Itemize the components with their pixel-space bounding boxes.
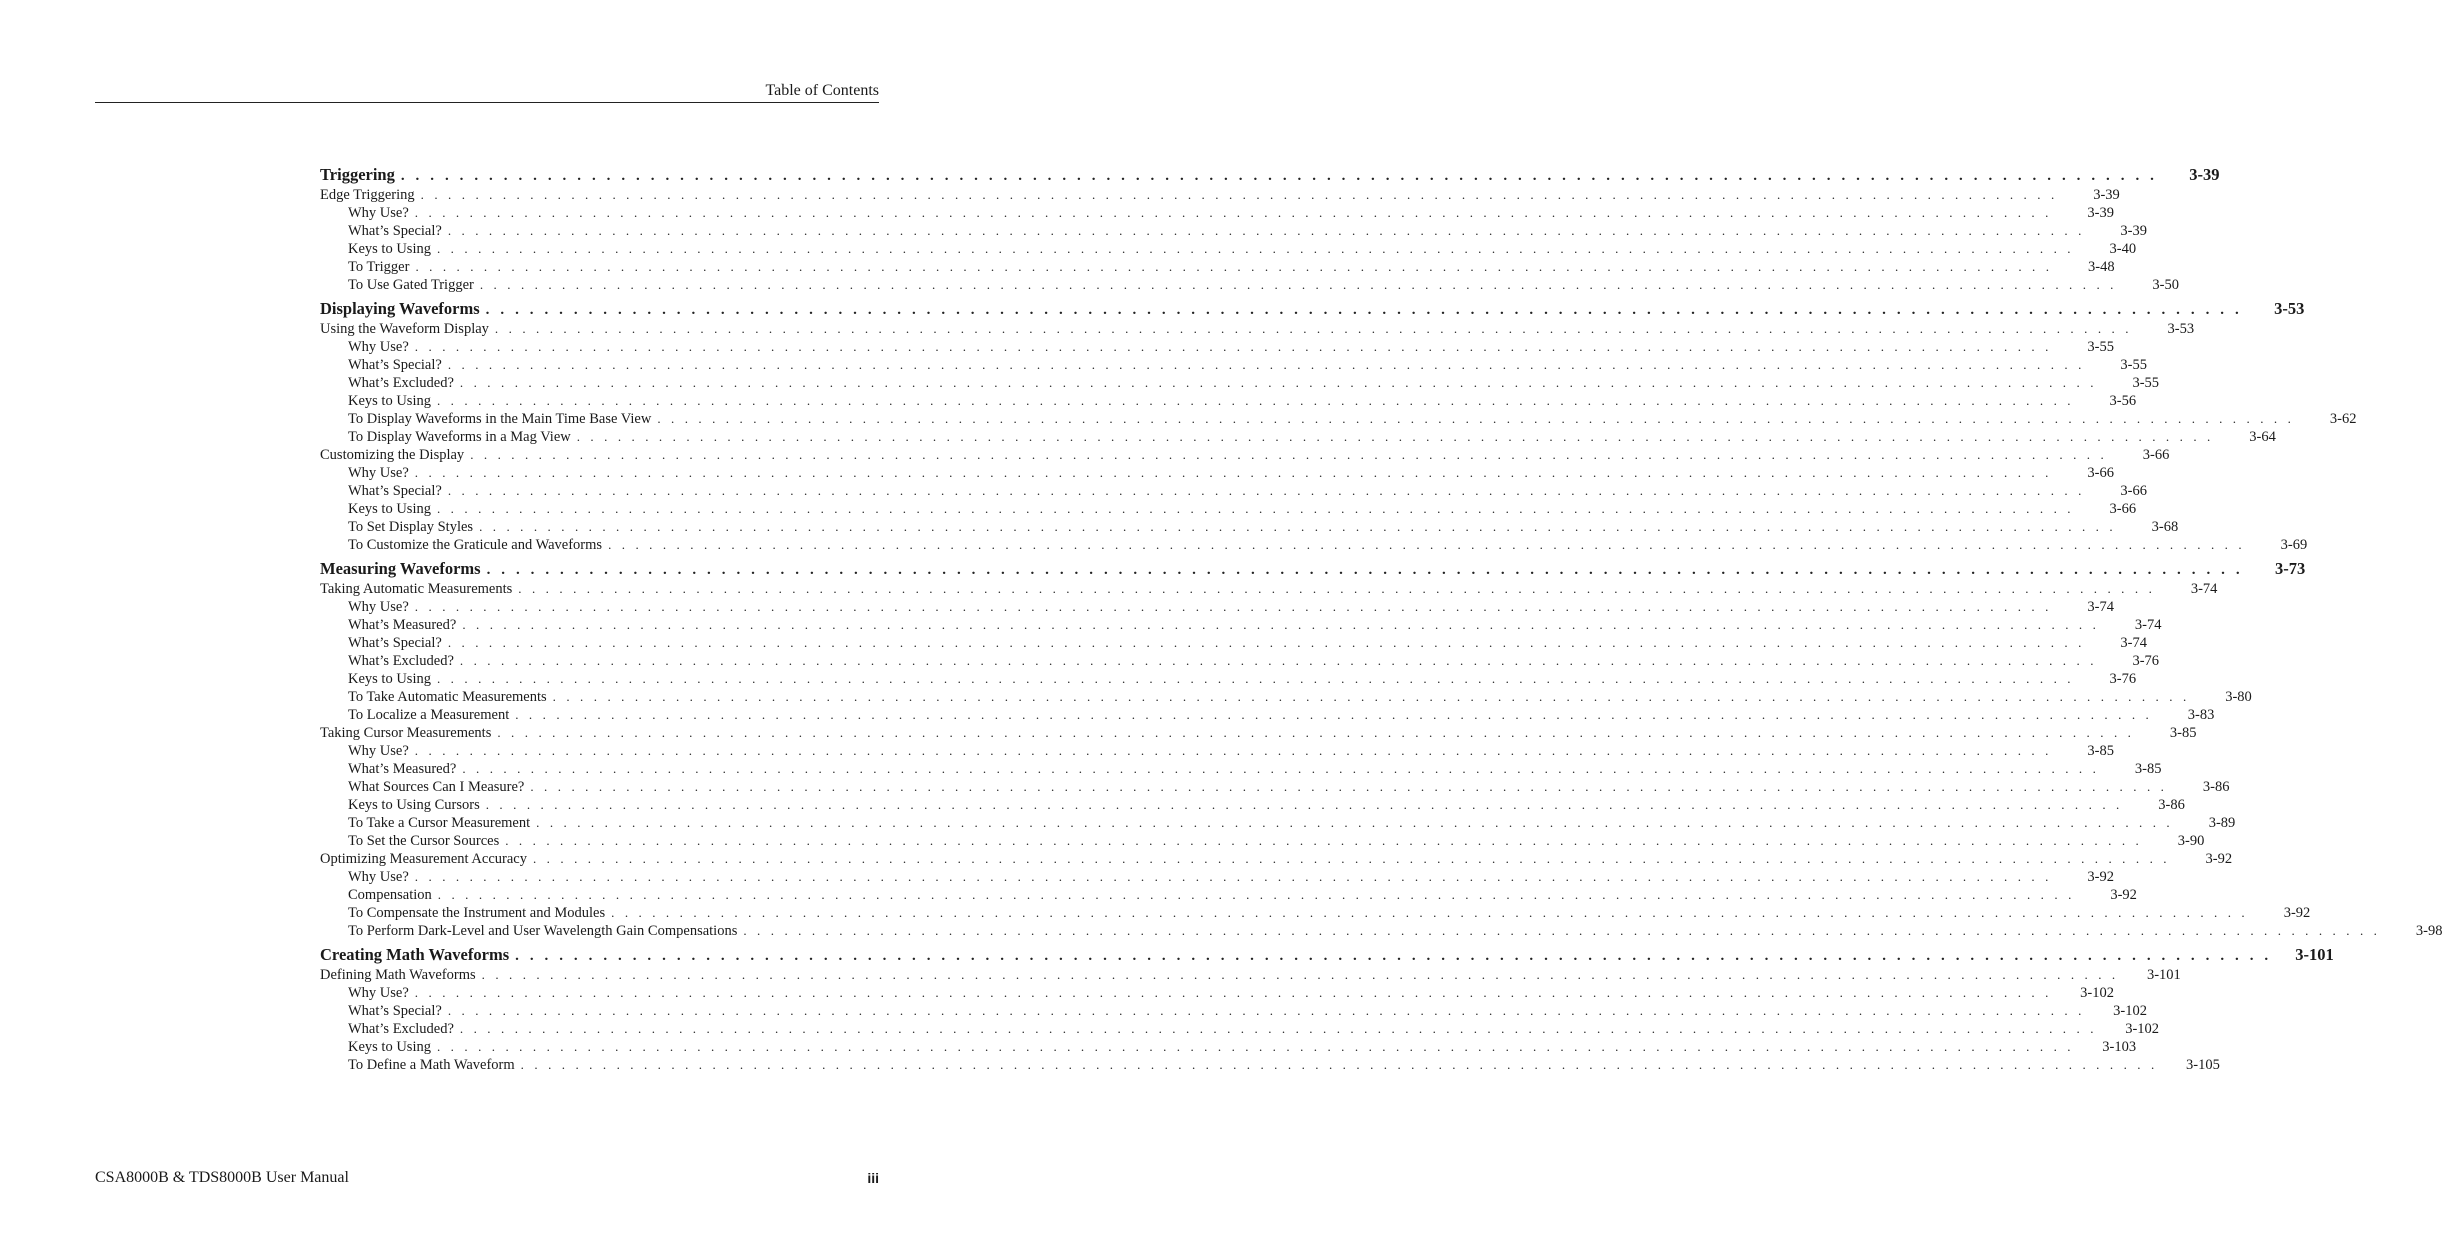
dot-leader: . . . . . . . . . . . . . . . . . . . . . . . . . . . . . . . . . . . . . . . . . . . . . . . . . . . . . . . . . . . . . . . . . . . . . . . . . . . . . . . . . . . . . . . . . . . . . . . . . . . . . . . . . . . . . . . . . . . . . . . . [479,277,2118,292]
toc-page-number: 3-83 [2187,707,2215,723]
toc-page-number: 3-80 [2225,689,2252,705]
toc-page-number: 3-92 [2205,851,2233,867]
toc-page-number: 3-76 [2132,653,2160,669]
toc-page-number: 3-55 [2120,357,2147,373]
toc-section-heading[interactable] [320,944,2334,966]
dot-leader: . . . . . . . . . . . . . . . . . . . . . . . . . . . . . . . . . . . . . . . . . . . . . . . . . . . . . . . . . . . . . . . . . . . . . . . . . . . . . . . . . . . . . . . . . . . . . . . . . . . . . . . . . . . . . . . . . . . . . . . . [414,599,2052,614]
toc-entry-label: Using the Waveform Display [320,321,489,337]
toc-entry-label: To Set Display Styles [348,519,474,535]
toc-entry[interactable] [320,796,2185,814]
dot-leader: . . . . . . . . . . . . . . . . . . . . . . . . . . . . . . . . . . . . . . . . . . . . . . . . . . . . . . . . . . . . . . . . . . . . . . . . . . . . . . . . . . . . . . . . . . . . . . . . . . . . . . . . . . . . . . . . . . . . . . . . [462,617,2100,632]
toc-entry[interactable] [320,446,2170,464]
toc-entry-label: What’s Special? [348,357,442,373]
toc-entry[interactable] [320,222,2147,240]
toc-entry-label: Taking Cursor Measurements [320,725,492,741]
toc-entry[interactable] [320,598,2114,616]
dot-leader: . . . . . . . . . . . . . . . . . . . . . . . . . . . . . . . . . . . . . . . . . . . . . . . . . . . . . . . . . . . . . . . . . . . . . . . . . . . . . . . . . . . . . . . . . . . . . . . . . . . . . . . . . . . . . . . . . . . . . . . . [532,851,2171,866]
dot-leader: . . . . . . . . . . . . . . . . . . . . . . . . . . . . . . . . . . . . . . . . . . . . . . . . . . . . . . . . . . . . . . . . . . . . . . . . . . . . . . . . . . . . . . . . . . . . . . . . . . . . . . . . . . . . . . . . . . . . . . . . [447,357,2085,372]
toc-page-number: 3-89 [2208,815,2236,831]
dot-leader: . . . . . . . . . . . . . . . . . . . . . . . . . . . . . . . . . . . . . . . . . . . . . . . . . . . . . . . . . . . . . . . . . . . . . . . . . . . . . . . . . . . . . . . . . . . . . . . . . . . . . . . . . . . . . . . . . . . . . . . . [486,562,2244,578]
dot-leader: . . . . . . . . . . . . . . . . . . . . . . . . . . . . . . . . . . . . . . . . . . . . . . . . . . . . . . . . . . . . . . . . . . . . . . . . . . . . . . . . . . . . . . . . . . . . . . . . . . . . . . . . . . . . . . . . . . . . . . . . [485,797,2123,812]
toc-page-number: 3-73 [2274,559,2306,578]
toc-entry[interactable] [320,374,2160,392]
toc-entry-label: To Define a Math Waveform [348,1057,515,1073]
toc-page-number: 3-50 [2152,277,2180,293]
toc-page-number: 3-68 [2151,519,2179,535]
toc-entry[interactable] [320,428,2276,446]
toc-entry[interactable] [320,1038,2137,1056]
toc-page-number: 3-85 [2134,761,2162,777]
dot-leader: . . . . . . . . . . . . . . . . . . . . . . . . . . . . . . . . . . . . . . . . . . . . . . . . . . . . . . . . . . . . . . . . . . . . . . . . . . . . . . . . . . . . . . . . . . . . . . . . . . . . . . . . . . . . . . . . . . . . . . . . [414,985,2052,1000]
toc-entry[interactable] [320,1002,2147,1020]
toc-page-number: 3-39 [2189,165,2220,184]
toc-entry[interactable] [320,688,2252,706]
toc-entry-label: Why Use? [348,869,409,885]
toc-page-number: 3-86 [2158,797,2185,813]
toc-entry-label: Displaying Waveforms [320,299,480,318]
toc-entry-label: Why Use? [348,985,409,1001]
toc-page-number: 3-85 [2087,743,2114,759]
dot-leader: . . . . . . . . . . . . . . . . . . . . . . . . . . . . . . . . . . . . . . . . . . . . . . . . . . . . . . . . . . . . . . . . . . . . . . . . . . . . . . . . . . . . . . . . . . . . . . . . . . . . . . . . . . . . . . . . . . . . . . . . [481,967,2119,982]
dot-leader: . . . . . . . . . . . . . . . . . . . . . . . . . . . . . . . . . . . . . . . . . . . . . . . . . . . . . . . . . . . . . . . . . . . . . . . . . . . . . . . . . . . . . . . . . . . . . . . . . . . . . . . . . . . . . . . . . . . . . . . . [520,1057,2158,1072]
toc-page-number: 3-101 [2295,945,2334,964]
dot-leader: . . . . . . . . . . . . . . . . . . . . . . . . . . . . . . . . . . . . . . . . . . . . . . . . . . . . . . . . . . . . . . . . . . . . . . . . . . . . . . . . . . . . . . . . . . . . . . . . . . . . . . . . . . . . . . . . . . . . . . . . [497,725,2135,740]
toc-entry[interactable] [320,886,2137,904]
toc-page-number: 3-86 [2202,779,2230,795]
toc-entry-label: What’s Measured? [348,761,457,777]
toc-page-number: 3-66 [2109,501,2137,517]
toc-entry-label: To Set the Cursor Sources [348,833,500,849]
toc-entry-label: Why Use? [348,465,409,481]
dot-leader: . . . . . . . . . . . . . . . . . . . . . . . . . . . . . . . . . . . . . . . . . . . . . . . . . . . . . . . . . . . . . . . . . . . . . . . . . . . . . . . . . . . . . . . . . . . . . . . . . . . . . . . . . . . . . . . . . . . . . . . . [505,833,2143,848]
toc-page-number: 3-102 [2080,985,2114,1001]
toc-entry[interactable] [320,1020,2160,1038]
toc-page-number: 3-64 [2249,429,2276,445]
toc-entry-label: Why Use? [348,599,409,615]
toc-entry[interactable] [320,320,2195,338]
toc-entry-label: What Sources Can I Measure? [348,779,525,795]
dot-leader: . . . . . . . . . . . . . . . . . . . . . . . . . . . . . . . . . . . . . . . . . . . . . . . . . . . . . . . . . . . . . . . . . . . . . . . . . . . . . . . . . . . . . . . . . . . . . . . . . . . . . . . . . . . . . . . . . . . . . . . . [485,302,2243,318]
toc-entry[interactable] [320,276,2180,294]
toc-entry[interactable] [320,634,2147,652]
dot-leader: . . . . . . . . . . . . . . . . . . . . . . . . . . . . . . . . . . . . . . . . . . . . . . . . . . . . . . . . . . . . . . . . . . . . . . . . . . . . . . . . . . . . . . . . . . . . . . . . . . . . . . . . . . . . . . . . . . . . . . . . [414,339,2052,354]
toc-entry-label: Keys to Using [348,671,431,687]
toc-entry[interactable] [320,240,2137,258]
header-rule [95,102,879,103]
toc-page-number: 3-56 [2109,393,2137,409]
running-header-title: Table of Contents [765,82,879,99]
toc-section [320,298,2357,554]
toc-entry-label: Why Use? [348,205,409,221]
toc-entry[interactable] [320,500,2137,518]
toc-entry-label: To Display Waveforms in a Mag View [348,429,571,445]
toc-page-number: 3-53 [2274,299,2305,318]
toc-page-number: 3-92 [2283,905,2311,921]
toc-section-heading[interactable] [320,558,2306,580]
toc-entry[interactable] [320,1056,2220,1074]
toc-entry[interactable] [320,186,2120,204]
toc-entry-label: To Take a Cursor Measurement [348,815,531,831]
toc-page-number: 3-69 [2280,537,2308,553]
toc-entry-label: What’s Excluded? [348,653,454,669]
toc-entry-label: To Customize the Graticule and Waveforms [348,537,603,553]
toc-page-number: 3-74 [2134,617,2162,633]
toc-page-number: 3-74 [2120,635,2147,651]
toc-entry-label: Keys to Using [348,393,431,409]
toc-entry[interactable] [320,652,2160,670]
toc-page-number: 3-48 [2088,259,2115,275]
toc-entry-label: Customizing the Display [320,447,465,463]
toc-page-number: 3-98 [2415,923,2443,939]
dot-leader: . . . . . . . . . . . . . . . . . . . . . . . . . . . . . . . . . . . . . . . . . . . . . . . . . . . . . . . . . . . . . . . . . . . . . . . . . . . . . . . . . . . . . . . . . . . . . . . . . . . . . . . . . . . . . . . . . . . . . . . . [518,581,2156,596]
toc-page-number: 3-92 [2110,887,2137,903]
toc-entry-label: Why Use? [348,743,409,759]
dot-leader: . . . . . . . . . . . . . . . . . . . . . . . . . . . . . . . . . . . . . . . . . . . . . . . . . . . . . . . . . . . . . . . . . . . . . . . . . . . . . . . . . . . . . . . . . . . . . . . . . . . . . . . . . . . . . . . . . . . . . . . . [447,223,2085,238]
dot-leader: . . . . . . . . . . . . . . . . . . . . . . . . . . . . . . . . . . . . . . . . . . . . . . . . . . . . . . . . . . . . . . . . . . . . . . . . . . . . . . . . . . . . . . . . . . . . . . . . . . . . . . . . . . . . . . . . . . . . . . . . [414,205,2052,220]
dot-leader: . . . . . . . . . . . . . . . . . . . . . . . . . . . . . . . . . . . . . . . . . . . . . . . . . . . . . . . . . . . . . . . . . . . . . . . . . . . . . . . . . . . . . . . . . . . . . . . . . . . . . . . . . . . . . . . . . . . . . . . . [436,393,2075,408]
toc-entry[interactable] [320,724,2197,742]
dot-leader: . . . . . . . . . . . . . . . . . . . . . . . . . . . . . . . . . . . . . . . . . . . . . . . . . . . . . . . . . . . . . . . . . . . . . . . . . . . . . . . . . . . . . . . . . . . . . . . . . . . . . . . . . . . . . . . . . . . . . . . . [515,948,2272,964]
toc-section [320,164,2220,294]
toc-entry-label: Why Use? [348,339,409,355]
dot-leader: . . . . . . . . . . . . . . . . . . . . . . . . . . . . . . . . . . . . . . . . . . . . . . . . . . . . . . . . . . . . . . . . . . . . . . . . . . . . . . . . . . . . . . . . . . . . . . . . . . . . . . . . . . . . . . . . . . . . . . . . [400,168,2158,184]
dot-leader: . . . . . . . . . . . . . . . . . . . . . . . . . . . . . . . . . . . . . . . . . . . . . . . . . . . . . . . . . . . . . . . . . . . . . . . . . . . . . . . . . . . . . . . . . . . . . . . . . . . . . . . . . . . . . . . . . . . . . . . . [743,923,2381,938]
dot-leader: . . . . . . . . . . . . . . . . . . . . . . . . . . . . . . . . . . . . . . . . . . . . . . . . . . . . . . . . . . . . . . . . . . . . . . . . . . . . . . . . . . . . . . . . . . . . . . . . . . . . . . . . . . . . . . . . . . . . . . . . [459,375,2098,390]
dot-leader: . . . . . . . . . . . . . . . . . . . . . . . . . . . . . . . . . . . . . . . . . . . . . . . . . . . . . . . . . . . . . . . . . . . . . . . . . . . . . . . . . . . . . . . . . . . . . . . . . . . . . . . . . . . . . . . . . . . . . . . . [494,321,2133,336]
dot-leader: . . . . . . . . . . . . . . . . . . . . . . . . . . . . . . . . . . . . . . . . . . . . . . . . . . . . . . . . . . . . . . . . . . . . . . . . . . . . . . . . . . . . . . . . . . . . . . . . . . . . . . . . . . . . . . . . . . . . . . . . [608,537,2246,552]
toc-page-number: 3-39 [2093,187,2120,203]
toc-page-number: 3-92 [2087,869,2114,885]
toc-page-number: 3-39 [2087,205,2114,221]
dot-leader: . . . . . . . . . . . . . . . . . . . . . . . . . . . . . . . . . . . . . . . . . . . . . . . . . . . . . . . . . . . . . . . . . . . . . . . . . . . . . . . . . . . . . . . . . . . . . . . . . . . . . . . . . . . . . . . . . . . . . . . . [436,1039,2075,1054]
toc-entry-label: Keys to Using [348,1039,431,1055]
toc-page-number: 3-105 [2185,1057,2220,1073]
dot-leader: . . . . . . . . . . . . . . . . . . . . . . . . . . . . . . . . . . . . . . . . . . . . . . . . . . . . . . . . . . . . . . . . . . . . . . . . . . . . . . . . . . . . . . . . . . . . . . . . . . . . . . . . . . . . . . . . . . . . . . . . [470,447,2108,462]
toc-entry-label: Taking Automatic Measurements [320,581,513,597]
dot-leader: . . . . . . . . . . . . . . . . . . . . . . . . . . . . . . . . . . . . . . . . . . . . . . . . . . . . . . . . . . . . . . . . . . . . . . . . . . . . . . . . . . . . . . . . . . . . . . . . . . . . . . . . . . . . . . . . . . . . . . . . [515,707,2153,722]
toc-entry[interactable] [320,966,2181,984]
dot-leader: . . . . . . . . . . . . . . . . . . . . . . . . . . . . . . . . . . . . . . . . . . . . . . . . . . . . . . . . . . . . . . . . . . . . . . . . . . . . . . . . . . . . . . . . . . . . . . . . . . . . . . . . . . . . . . . . . . . . . . . . [437,887,2075,902]
toc-entry[interactable] [320,258,2115,276]
dot-leader: . . . . . . . . . . . . . . . . . . . . . . . . . . . . . . . . . . . . . . . . . . . . . . . . . . . . . . . . . . . . . . . . . . . . . . . . . . . . . . . . . . . . . . . . . . . . . . . . . . . . . . . . . . . . . . . . . . . . . . . . [414,465,2052,480]
dot-leader: . . . . . . . . . . . . . . . . . . . . . . . . . . . . . . . . . . . . . . . . . . . . . . . . . . . . . . . . . . . . . . . . . . . . . . . . . . . . . . . . . . . . . . . . . . . . . . . . . . . . . . . . . . . . . . . . . . . . . . . . [459,1021,2098,1036]
toc-page-number: 3-55 [2087,339,2114,355]
toc-entry[interactable] [320,518,2179,536]
dot-leader: . . . . . . . . . . . . . . . . . . . . . . . . . . . . . . . . . . . . . . . . . . . . . . . . . . . . . . . . . . . . . . . . . . . . . . . . . . . . . . . . . . . . . . . . . . . . . . . . . . . . . . . . . . . . . . . . . . . . . . . . [530,779,2168,794]
toc-entry-label: Optimizing Measurement Accuracy [320,851,527,867]
dot-leader: . . . . . . . . . . . . . . . . . . . . . . . . . . . . . . . . . . . . . . . . . . . . . . . . . . . . . . . . . . . . . . . . . . . . . . . . . . . . . . . . . . . . . . . . . . . . . . . . . . . . . . . . . . . . . . . . . . . . . . . . [436,501,2075,516]
dot-leader: . . . . . . . . . . . . . . . . . . . . . . . . . . . . . . . . . . . . . . . . . . . . . . . . . . . . . . . . . . . . . . . . . . . . . . . . . . . . . . . . . . . . . . . . . . . . . . . . . . . . . . . . . . . . . . . . . . . . . . . . [447,1003,2085,1018]
dot-leader: . . . . . . . . . . . . . . . . . . . . . . . . . . . . . . . . . . . . . . . . . . . . . . . . . . . . . . . . . . . . . . . . . . . . . . . . . . . . . . . . . . . . . . . . . . . . . . . . . . . . . . . . . . . . . . . . . . . . . . . . [462,761,2100,776]
toc-entry[interactable] [320,356,2147,374]
dot-leader: . . . . . . . . . . . . . . . . . . . . . . . . . . . . . . . . . . . . . . . . . . . . . . . . . . . . . . . . . . . . . . . . . . . . . . . . . . . . . . . . . . . . . . . . . . . . . . . . . . . . . . . . . . . . . . . . . . . . . . . . [459,653,2098,668]
toc-entry-label: Keys to Using [348,241,431,257]
toc-entry[interactable] [320,410,2357,428]
dot-leader: . . . . . . . . . . . . . . . . . . . . . . . . . . . . . . . . . . . . . . . . . . . . . . . . . . . . . . . . . . . . . . . . . . . . . . . . . . . . . . . . . . . . . . . . . . . . . . . . . . . . . . . . . . . . . . . . . . . . . . . . [414,869,2052,884]
toc-entry-label: What’s Excluded? [348,375,454,391]
toc-entry-label: Defining Math Waveforms [320,967,476,983]
toc-page-number: 3-90 [2177,833,2205,849]
footer-manual-title: CSA8000B & TDS8000B User Manual [95,1169,349,1186]
toc-page-number: 3-40 [2109,241,2137,257]
dot-leader: . . . . . . . . . . . . . . . . . . . . . . . . . . . . . . . . . . . . . . . . . . . . . . . . . . . . . . . . . . . . . . . . . . . . . . . . . . . . . . . . . . . . . . . . . . . . . . . . . . . . . . . . . . . . . . . . . . . . . . . . [576,429,2214,444]
toc-page-number: 3-62 [2329,411,2357,427]
toc-entry-label: What’s Special? [348,223,442,239]
toc-entry[interactable] [320,904,2311,922]
toc-entry-label: To Trigger [348,259,410,275]
dot-leader: . . . . . . . . . . . . . . . . . . . . . . . . . . . . . . . . . . . . . . . . . . . . . . . . . . . . . . . . . . . . . . . . . . . . . . . . . . . . . . . . . . . . . . . . . . . . . . . . . . . . . . . . . . . . . . . . . . . . . . . . [415,259,2053,274]
toc-page-number: 3-74 [2190,581,2218,597]
dot-leader: . . . . . . . . . . . . . . . . . . . . . . . . . . . . . . . . . . . . . . . . . . . . . . . . . . . . . . . . . . . . . . . . . . . . . . . . . . . . . . . . . . . . . . . . . . . . . . . . . . . . . . . . . . . . . . . . . . . . . . . . [436,241,2075,256]
toc-entry-label: Compensation [348,887,432,903]
toc-entry[interactable] [320,482,2147,500]
dot-leader: . . . . . . . . . . . . . . . . . . . . . . . . . . . . . . . . . . . . . . . . . . . . . . . . . . . . . . . . . . . . . . . . . . . . . . . . . . . . . . . . . . . . . . . . . . . . . . . . . . . . . . . . . . . . . . . . . . . . . . . . [414,743,2052,758]
toc-entry-label: To Compensate the Instrument and Modules [348,905,606,921]
toc-entry[interactable] [320,706,2215,724]
toc-entry-label: What’s Special? [348,483,442,499]
toc-entry-label: Keys to Using Cursors [348,797,480,813]
toc-entry-label: Creating Math Waveforms [320,945,510,964]
toc-entry-label: What’s Measured? [348,617,457,633]
toc-entry[interactable] [320,204,2114,222]
dot-leader: . . . . . . . . . . . . . . . . . . . . . . . . . . . . . . . . . . . . . . . . . . . . . . . . . . . . . . . . . . . . . . . . . . . . . . . . . . . . . . . . . . . . . . . . . . . . . . . . . . . . . . . . . . . . . . . . . . . . . . . . [436,671,2075,686]
toc-entry[interactable] [320,338,2114,356]
toc-entry-label: To Take Automatic Measurements [348,689,547,705]
toc-entry[interactable] [320,536,2308,554]
dot-leader: . . . . . . . . . . . . . . . . . . . . . . . . . . . . . . . . . . . . . . . . . . . . . . . . . . . . . . . . . . . . . . . . . . . . . . . . . . . . . . . . . . . . . . . . . . . . . . . . . . . . . . . . . . . . . . . . . . . . . . . . [657,411,2295,426]
toc-page-number: 3-103 [2102,1039,2137,1055]
toc-page-number: 3-85 [2169,725,2197,741]
toc-entry[interactable] [320,464,2114,482]
toc-entry[interactable] [320,760,2162,778]
toc-section-heading[interactable] [320,164,2220,186]
toc-entry-label: Triggering [320,165,395,184]
toc-page-number: 3-53 [2167,321,2195,337]
toc-entry[interactable] [320,984,2114,1002]
toc-entry[interactable] [320,670,2137,688]
toc-entry-label: To Display Waveforms in the Main Time Base View [348,411,652,427]
toc-entry[interactable] [320,616,2162,634]
toc-page-number: 3-55 [2132,375,2160,391]
toc-page-number: 3-74 [2087,599,2114,615]
toc-entry[interactable] [320,868,2114,886]
toc-entry[interactable] [320,814,2236,832]
toc-entry-label: Keys to Using [348,501,431,517]
toc-section [320,944,2334,1074]
toc-page-number: 3-66 [2087,465,2114,481]
toc-entry[interactable] [320,922,2443,940]
toc-entry-label: Edge Triggering [320,187,415,203]
dot-leader: . . . . . . . . . . . . . . . . . . . . . . . . . . . . . . . . . . . . . . . . . . . . . . . . . . . . . . . . . . . . . . . . . . . . . . . . . . . . . . . . . . . . . . . . . . . . . . . . . . . . . . . . . . . . . . . . . . . . . . . . [611,905,2249,920]
dot-leader: . . . . . . . . . . . . . . . . . . . . . . . . . . . . . . . . . . . . . . . . . . . . . . . . . . . . . . . . . . . . . . . . . . . . . . . . . . . . . . . . . . . . . . . . . . . . . . . . . . . . . . . . . . . . . . . . . . . . . . . . [552,689,2190,704]
toc-entry-label: To Perform Dark-Level and User Wavelength Gain Compensations [348,923,738,939]
toc-entry[interactable] [320,850,2233,868]
dot-leader: . . . . . . . . . . . . . . . . . . . . . . . . . . . . . . . . . . . . . . . . . . . . . . . . . . . . . . . . . . . . . . . . . . . . . . . . . . . . . . . . . . . . . . . . . . . . . . . . . . . . . . . . . . . . . . . . . . . . . . . . [479,519,2117,534]
toc-page-number: 3-102 [2113,1003,2147,1019]
toc-page-number: 3-101 [2146,967,2181,983]
toc-page-number: 3-66 [2120,483,2147,499]
toc-entry-label: What’s Excluded? [348,1021,454,1037]
toc-page-number: 3-66 [2142,447,2170,463]
toc-entry[interactable] [320,580,2218,598]
toc-entry-label: To Localize a Measurement [348,707,510,723]
dot-leader: . . . . . . . . . . . . . . . . . . . . . . . . . . . . . . . . . . . . . . . . . . . . . . . . . . . . . . . . . . . . . . . . . . . . . . . . . . . . . . . . . . . . . . . . . . . . . . . . . . . . . . . . . . . . . . . . . . . . . . . . [420,187,2058,202]
toc-page-number: 3-39 [2120,223,2147,239]
toc-entry-label: Measuring Waveforms [320,559,481,578]
toc-entry[interactable] [320,832,2205,850]
dot-leader: . . . . . . . . . . . . . . . . . . . . . . . . . . . . . . . . . . . . . . . . . . . . . . . . . . . . . . . . . . . . . . . . . . . . . . . . . . . . . . . . . . . . . . . . . . . . . . . . . . . . . . . . . . . . . . . . . . . . . . . . [447,635,2085,650]
toc-entry-label: To Use Gated Trigger [348,277,474,293]
toc-page-number: 3-102 [2125,1021,2160,1037]
toc-section-heading[interactable] [320,298,2305,320]
toc-section [320,558,2443,940]
toc-page-number: 3-76 [2109,671,2137,687]
toc-entry-label: What’s Special? [348,635,442,651]
table-of-contents [320,164,2443,1078]
toc-entry[interactable] [320,742,2114,760]
footer-page-number: iii [867,1170,879,1186]
toc-entry[interactable] [320,392,2137,410]
dot-leader: . . . . . . . . . . . . . . . . . . . . . . . . . . . . . . . . . . . . . . . . . . . . . . . . . . . . . . . . . . . . . . . . . . . . . . . . . . . . . . . . . . . . . . . . . . . . . . . . . . . . . . . . . . . . . . . . . . . . . . . . [536,815,2174,830]
toc-entry[interactable] [320,778,2230,796]
toc-entry-label: What’s Special? [348,1003,442,1019]
dot-leader: . . . . . . . . . . . . . . . . . . . . . . . . . . . . . . . . . . . . . . . . . . . . . . . . . . . . . . . . . . . . . . . . . . . . . . . . . . . . . . . . . . . . . . . . . . . . . . . . . . . . . . . . . . . . . . . . . . . . . . . . [447,483,2085,498]
